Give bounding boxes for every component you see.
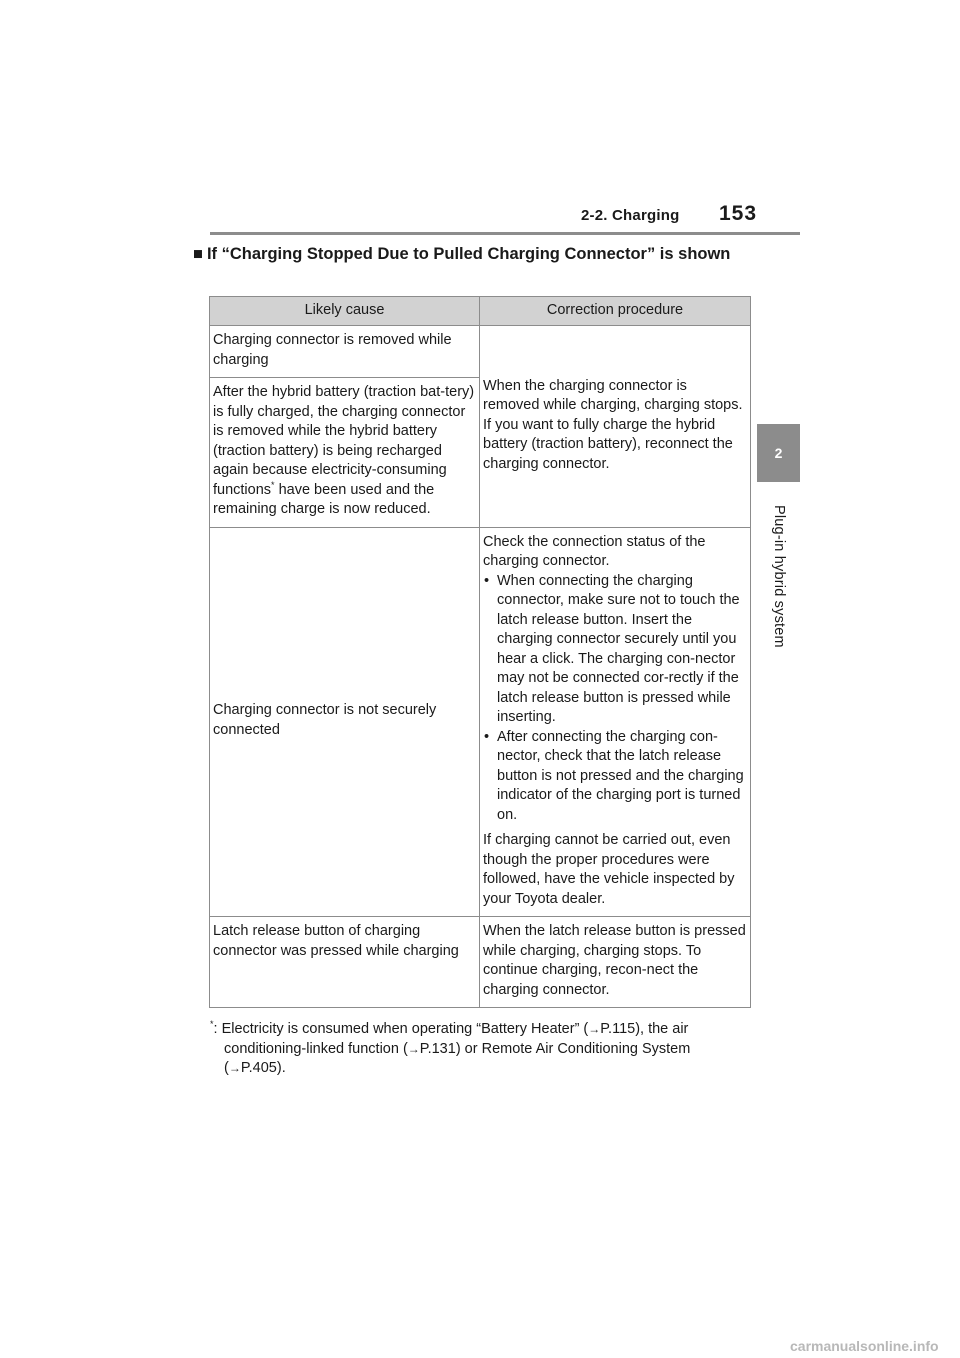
- footnote-text: ).: [276, 1060, 286, 1076]
- cause-cell: [210, 378, 480, 528]
- arrow-right-icon: →: [588, 1022, 601, 1036]
- table-row: [210, 917, 751, 1008]
- chapter-number: 2: [774, 445, 783, 461]
- cause-cell: [210, 527, 480, 917]
- footnote-mark: *: [271, 479, 275, 490]
- list-item-text: After connecting the charging con-nector, check that the latch release button is not pressed and the charging indicator of the charging port is turned on.: [497, 728, 744, 823]
- header-section-title: 2-2. Charging: [581, 207, 680, 224]
- list-item: [483, 728, 747, 826]
- page-reference[interactable]: P.405: [240, 1060, 277, 1076]
- list-item: [483, 572, 747, 728]
- cause-cell: [210, 917, 480, 1008]
- procedure-cell: [480, 917, 751, 1008]
- footnote: [210, 1020, 755, 1079]
- footnote-text: : Electricity is consumed when operating “Battery Heater” (: [213, 1021, 589, 1037]
- table-row: [210, 527, 751, 917]
- procedure-cell: [480, 326, 751, 528]
- cause-text: [213, 383, 476, 520]
- footnote-line: [210, 1040, 755, 1060]
- procedure-intro: Check the connection status of the charging connector.: [483, 533, 706, 569]
- header-correction-procedure: Correction procedure: [480, 297, 751, 326]
- cause-text-part: After the hybrid battery (traction bat-tery) is fully charged, the charging connector is removed while the hybrid battery (traction battery) is being recharged again because electricity-consuming functions: [213, 384, 475, 498]
- header-likely-cause: Likely cause: [210, 297, 480, 326]
- footnote-line: [210, 1021, 688, 1037]
- section-heading-text: If “Charging Stopped Due to Pulled Charging Connector” is shown: [206, 245, 731, 263]
- procedure-text: When the latch release button is pressed while charging, charging stops. To continue charging, recon-nect the charging connector.: [483, 923, 746, 998]
- bullet-icon: •: [484, 572, 490, 589]
- page-reference[interactable]: P.131: [419, 1040, 456, 1057]
- arrow-right-icon: →: [407, 1041, 420, 1056]
- footnote-mark: *: [210, 1019, 214, 1030]
- list-item-text: When connecting the charging connector, make sure not to touch the latch release button. Insert the charging connector securely until you hear a click. The charging con-nector may not be connected cor-rectly if the latch release button is pressed while inserting.: [497, 572, 740, 725]
- footnote-text: ) or Remote Air Conditioning System: [455, 1040, 691, 1057]
- footnote-text: conditioning-linked function (: [224, 1040, 408, 1057]
- header-divider: [210, 232, 800, 235]
- page-reference[interactable]: P.115: [600, 1021, 636, 1037]
- table-header-row: [210, 297, 751, 326]
- cause-text-part: have been used and the remaining charge is now reduced.: [213, 481, 435, 517]
- chapter-label: Plug-in hybrid system: [771, 504, 787, 648]
- procedure-outro: If charging cannot be carried out, even though the proper procedures were followed, have the vehicle inspected by your Toyota dealer.: [483, 832, 735, 907]
- cause-text: Latch release button of charging connector was pressed while charging: [213, 923, 459, 959]
- troubleshooting-table: [209, 296, 751, 1008]
- arrow-right-icon: →: [228, 1061, 241, 1075]
- cause-text: Charging connector is removed while charging: [213, 332, 452, 368]
- footnote-line: [210, 1059, 755, 1079]
- cause-text: Charging connector is not securely connected: [213, 702, 437, 738]
- procedure-cell: [480, 527, 751, 917]
- procedure-bullet-list: [483, 572, 747, 826]
- footnote-text: ), the air: [635, 1021, 689, 1037]
- cause-cell: [210, 326, 480, 378]
- section-heading: [193, 243, 753, 265]
- footnote-text: (: [224, 1060, 229, 1076]
- chapter-tab: [757, 424, 800, 482]
- square-bullet-icon: ■: [193, 245, 203, 263]
- watermark: carmanualsonline.info: [790, 1338, 939, 1354]
- bullet-icon: •: [484, 728, 490, 745]
- procedure-text: When the charging connector is removed while charging, charging stops. If you want to fully charge the hybrid battery (traction battery), reconnect the charging connector.: [483, 377, 743, 472]
- table-row: [210, 326, 751, 378]
- page-number: 153: [719, 202, 758, 225]
